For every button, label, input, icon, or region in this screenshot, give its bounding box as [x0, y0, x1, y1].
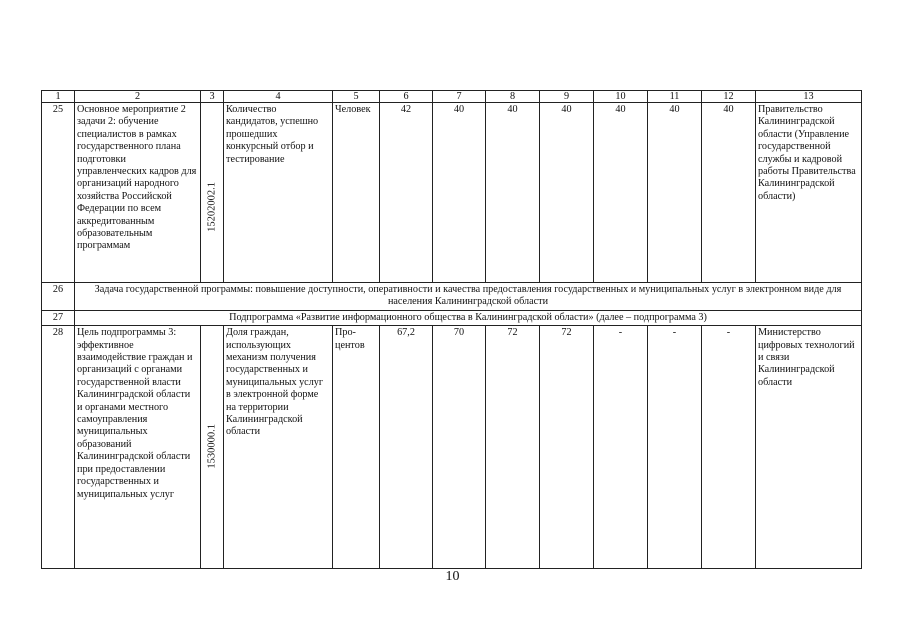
- responsible: Министерство цифровых технологий и связи Калининградской области: [756, 326, 862, 569]
- code-cell: [201, 326, 224, 569]
- col-header: 5: [333, 91, 380, 103]
- indicator-name: Количество кандидатов, успешно прошедших конкурсный отбор и тестирование: [224, 103, 333, 283]
- measure-name: Основное мероприятие 2 задачи 2: обучение специалистов в рамках государственного плана подготовки управленческих кадров для организаций народного хозяйства Российской Федерации по всем аккредитованным образовательным программам: [75, 103, 201, 283]
- col-header: 11: [648, 91, 702, 103]
- col-header: 7: [433, 91, 486, 103]
- col-header: 10: [594, 91, 648, 103]
- row-number: 26: [42, 283, 75, 311]
- unit: Про-центов: [333, 326, 380, 569]
- col-header: 6: [380, 91, 433, 103]
- col-header: 13: [756, 91, 862, 103]
- value-cell: 40: [702, 103, 756, 283]
- row-number: 25: [42, 103, 75, 283]
- value-cell: 40: [486, 103, 540, 283]
- col-header: 1: [42, 91, 75, 103]
- unit: Человек: [333, 103, 380, 283]
- indicators-table: [41, 90, 862, 569]
- indicator-code: 15202002.1: [206, 182, 218, 232]
- col-header: 3: [201, 91, 224, 103]
- value-cell: -: [648, 326, 702, 569]
- value-cell: 42: [380, 103, 433, 283]
- col-header: 12: [702, 91, 756, 103]
- table-row: [42, 283, 862, 311]
- header-row: [42, 91, 862, 103]
- col-header: 8: [486, 91, 540, 103]
- subprogram-title: Подпрограмма «Развитие информационного общества в Калининградской области» (далее – подпрограмма 3): [75, 310, 862, 325]
- value-cell: -: [702, 326, 756, 569]
- row-number: 27: [42, 310, 75, 325]
- value-cell: 72: [540, 326, 594, 569]
- indicator-name: Доля граждан, использующих механизм получения государственных и муниципальных услуг в электронной форме на территории Калининградской области: [224, 326, 333, 569]
- value-cell: 40: [540, 103, 594, 283]
- value-cell: 40: [648, 103, 702, 283]
- table-row: [42, 310, 862, 325]
- table-row: [42, 326, 862, 569]
- col-header: 2: [75, 91, 201, 103]
- value-cell: 70: [433, 326, 486, 569]
- value-cell: 72: [486, 326, 540, 569]
- value-cell: -: [594, 326, 648, 569]
- value-cell: 40: [433, 103, 486, 283]
- page-number: 10: [445, 569, 460, 584]
- value-cell: 67,2: [380, 326, 433, 569]
- col-header: 4: [224, 91, 333, 103]
- col-header: 9: [540, 91, 594, 103]
- measure-name: Цель подпрограммы 3: эффективное взаимодействие граждан и организаций с органами государственной власти Калининградской области и органами местного самоуправления муниципальных образований Калининградской области при предоставлении государственных и муниципальных услуг: [75, 326, 201, 569]
- table-row: [42, 103, 862, 283]
- value-cell: 40: [594, 103, 648, 283]
- indicator-code: 1530000.1: [206, 423, 218, 469]
- program-task: Задача государственной программы: повышение доступности, оперативности и качества предоставления государственных и муниципальных услуг в электронном виде для населения Калининградской области: [75, 283, 862, 311]
- row-number: 28: [42, 326, 75, 569]
- responsible: Правительство Калининградской области (Управление государственной службы и кадровой работы Правительства Калининградской области): [756, 103, 862, 283]
- code-cell: [201, 103, 224, 283]
